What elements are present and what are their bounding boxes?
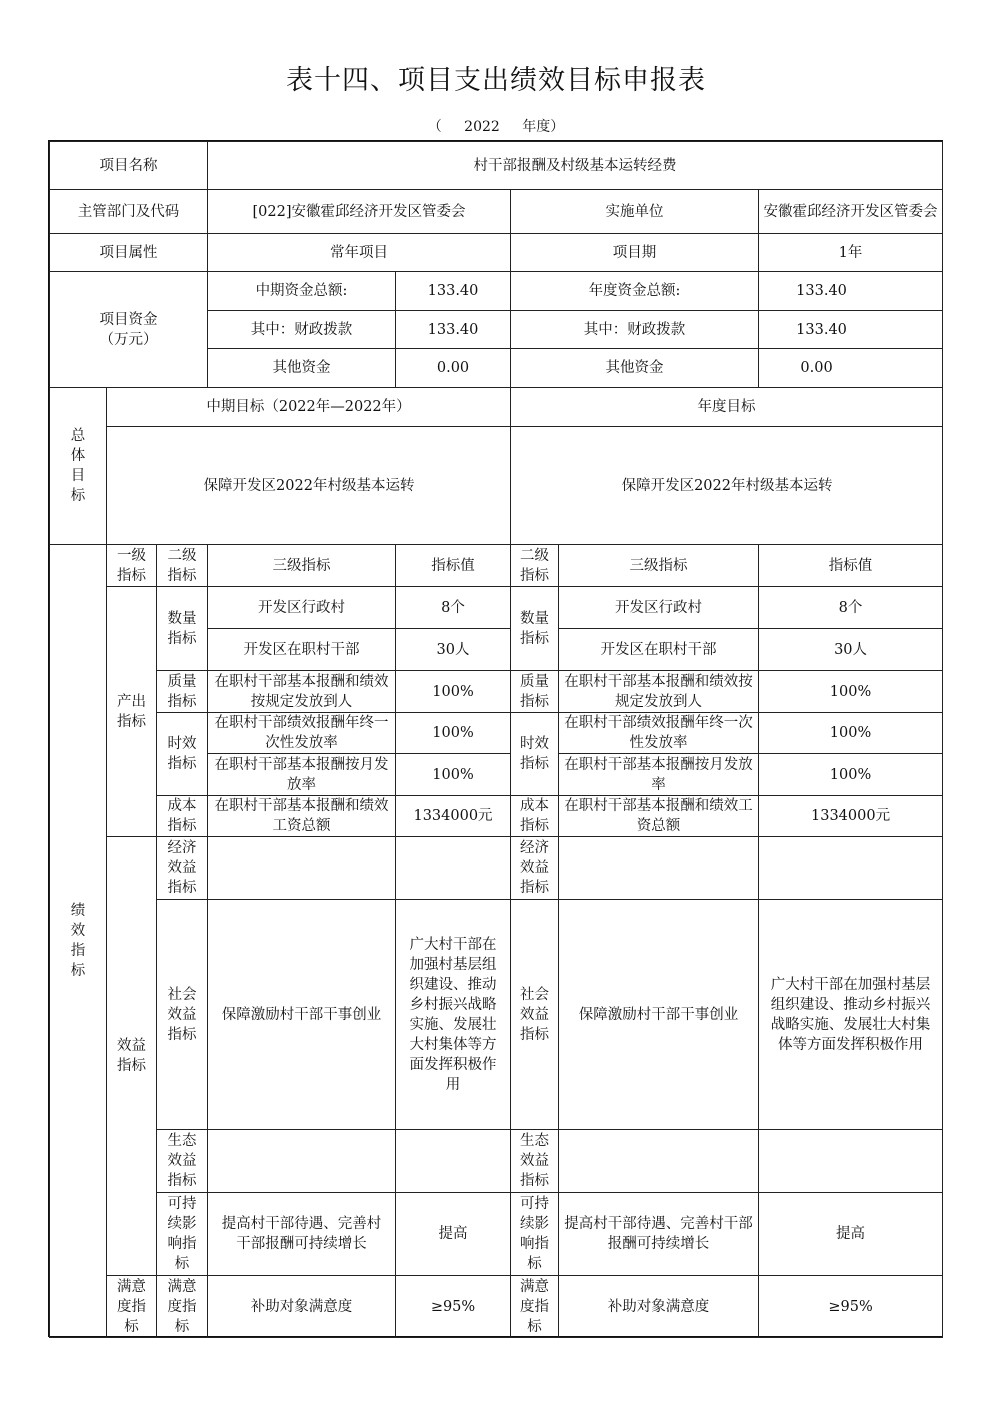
year-total-value: 133.40 [759,272,943,311]
funds-label [50,272,208,388]
year-line [0,116,992,136]
timeliness-label-year: 时效指标 [511,713,559,796]
overall-label: 总体目标 [50,388,107,545]
benefit-label: 效益指标 [107,837,157,1276]
ecological-name-year [559,1130,759,1193]
q1-name-mid: 开发区行政村 [208,587,396,629]
level3-header-year: 三级指标 [559,545,759,587]
economic-name-year [559,837,759,900]
output-label: 产出指标 [107,587,157,837]
year-other-label: 其他资金 [511,349,759,388]
sustain-name-year: 提高村干部待遇、完善村干部报酬可持续增长 [559,1193,759,1276]
t1-value-mid: 100% [396,713,511,754]
project-name-value: 村干部报酬及村级基本运转经费 [208,142,943,190]
economic-label-year: 经济效益指标 [511,837,559,900]
row-ecological [50,1130,943,1193]
funds-label-line2: （万元） [99,331,158,348]
sustain-value-year: 提高 [759,1193,943,1276]
quality-value-year: 100% [759,671,943,713]
row-overall-goals [50,427,943,545]
year-fiscal-value: 133.40 [759,311,943,349]
row-overall-header [50,388,943,427]
row-project-name [50,142,943,190]
year-open: （ [427,119,442,135]
quality-name-mid: 在职村干部基本报酬和绩效按规定发放到人 [208,671,396,713]
mid-goal-header: 中期目标（2022年—2022年） [107,388,511,427]
mid-fiscal-label: 其中：财政拨款 [208,311,396,349]
cost-value-mid: 1334000元 [396,796,511,837]
impl-value: 安徽霍邱经济开发区管委会 [759,190,943,234]
sustain-label-year: 可持续影响指标 [511,1193,559,1276]
cost-label-year: 成本指标 [511,796,559,837]
row-perf-header [50,545,943,587]
sat-value-mid: ≥95% [396,1276,511,1338]
row-economic [50,837,943,900]
row-timeliness-1 [50,713,943,754]
social-value-year: 广大村干部在加强村基层组织建设、推动乡村振兴战略实施、发展壮大村集体等方面发挥积极作用 [759,900,943,1130]
cost-name-year: 在职村干部基本报酬和绩效工资总额 [559,796,759,837]
level3-header-mid: 三级指标 [208,545,396,587]
level2-header-year: 二级指标 [511,545,559,587]
sustain-label-mid: 可持续影响指标 [157,1193,208,1276]
ecological-name-mid [208,1130,396,1193]
value-header-year: 指标值 [759,545,943,587]
quality-label-year: 质量指标 [511,671,559,713]
timeliness-label-mid: 时效指标 [157,713,208,796]
q2-name-year: 开发区在职村干部 [559,629,759,671]
project-name-label: 项目名称 [50,142,208,190]
satisfaction-label: 满意度指标 [107,1276,157,1338]
year-value: 2022 [464,119,500,135]
attr-label: 项目属性 [50,234,208,272]
t1-name-year: 在职村干部绩效报酬年终一次性发放率 [559,713,759,754]
performance-table [49,141,943,1338]
q1-value-mid: 8个 [396,587,511,629]
q2-name-mid: 开发区在职村干部 [208,629,396,671]
year-goal-header: 年度目标 [511,388,943,427]
year-goal-text: 保障开发区2022年村级基本运转 [511,427,943,545]
dept-value: [022]安徽霍邱经济开发区管委会 [208,190,511,234]
period-value: 1年 [759,234,943,272]
ecological-value-mid [396,1130,511,1193]
social-label-year: 社会效益指标 [511,900,559,1130]
t2-value-year: 100% [759,754,943,796]
row-social [50,900,943,1130]
sat-name-mid: 补助对象满意度 [208,1276,396,1338]
social-label-mid: 社会效益指标 [157,900,208,1130]
year-other-value: 0.00 [759,349,943,388]
ecological-value-year [759,1130,943,1193]
t2-name-mid: 在职村干部基本报酬按月发放率 [208,754,396,796]
economic-name-mid [208,837,396,900]
impl-label: 实施单位 [511,190,759,234]
row-sustain [50,1193,943,1276]
t2-name-year: 在职村干部基本报酬按月发放率 [559,754,759,796]
quality-label-mid: 质量指标 [157,671,208,713]
sat-label-mid: 满意度指标 [157,1276,208,1338]
row-funds-total [50,272,943,311]
cost-label-mid: 成本指标 [157,796,208,837]
page-title: 表十四、项目支出绩效目标申报表 [286,65,706,96]
year-suffix: 年度） [522,119,565,135]
mid-other-value: 0.00 [396,349,511,388]
social-name-year: 保障激励村干部干事创业 [559,900,759,1130]
row-satisfaction [50,1276,943,1338]
quality-name-year: 在职村干部基本报酬和绩效按规定发放到人 [559,671,759,713]
row-quantity-1 [50,587,943,629]
row-cost [50,796,943,837]
t2-value-mid: 100% [396,754,511,796]
value-header-mid: 指标值 [396,545,511,587]
q1-name-year: 开发区行政村 [559,587,759,629]
q2-value-mid: 30人 [396,629,511,671]
ecological-label-year: 生态效益指标 [511,1130,559,1193]
economic-value-mid [396,837,511,900]
t1-value-year: 100% [759,713,943,754]
economic-value-year [759,837,943,900]
year-total-label: 年度资金总额: [511,272,759,311]
period-label: 项目期 [511,234,759,272]
mid-goal-text: 保障开发区2022年村级基本运转 [107,427,511,545]
perf-label: 绩效指标 [50,545,107,1338]
funds-label-line1: 项目资金 [99,311,158,328]
sat-label-year: 满意度指标 [511,1276,559,1338]
dept-label: 主管部门及代码 [50,190,208,234]
level1-header: 一级指标 [107,545,157,587]
row-department [50,190,943,234]
mid-total-label: 中期资金总额: [208,272,396,311]
row-attribute [50,234,943,272]
t1-name-mid: 在职村干部绩效报酬年终一次性发放率 [208,713,396,754]
ecological-label-mid: 生态效益指标 [157,1130,208,1193]
q2-value-year: 30人 [759,629,943,671]
economic-label-mid: 经济效益指标 [157,837,208,900]
mid-total-value: 133.40 [396,272,511,311]
social-name-mid: 保障激励村干部干事创业 [208,900,396,1130]
year-fiscal-label: 其中：财政拨款 [511,311,759,349]
cost-value-year: 1334000元 [759,796,943,837]
row-quality [50,671,943,713]
sustain-name-mid: 提高村干部待遇、完善村干部报酬可持续增长 [208,1193,396,1276]
sustain-value-mid: 提高 [396,1193,511,1276]
social-value-mid: 广大村干部在加强村基层组织建设、推动乡村振兴战略实施、发展壮大村集体等方面发挥积极作用 [396,900,511,1130]
sat-name-year: 补助对象满意度 [559,1276,759,1338]
quality-value-mid: 100% [396,671,511,713]
mid-other-label: 其他资金 [208,349,396,388]
attr-value: 常年项目 [208,234,511,272]
mid-fiscal-value: 133.40 [396,311,511,349]
quantity-label-mid: 数量指标 [157,587,208,671]
sat-value-year: ≥95% [759,1276,943,1338]
q1-value-year: 8个 [759,587,943,629]
quantity-label-year: 数量指标 [511,587,559,671]
cost-name-mid: 在职村干部基本报酬和绩效工资总额 [208,796,396,837]
level2-header-mid: 二级指标 [157,545,208,587]
